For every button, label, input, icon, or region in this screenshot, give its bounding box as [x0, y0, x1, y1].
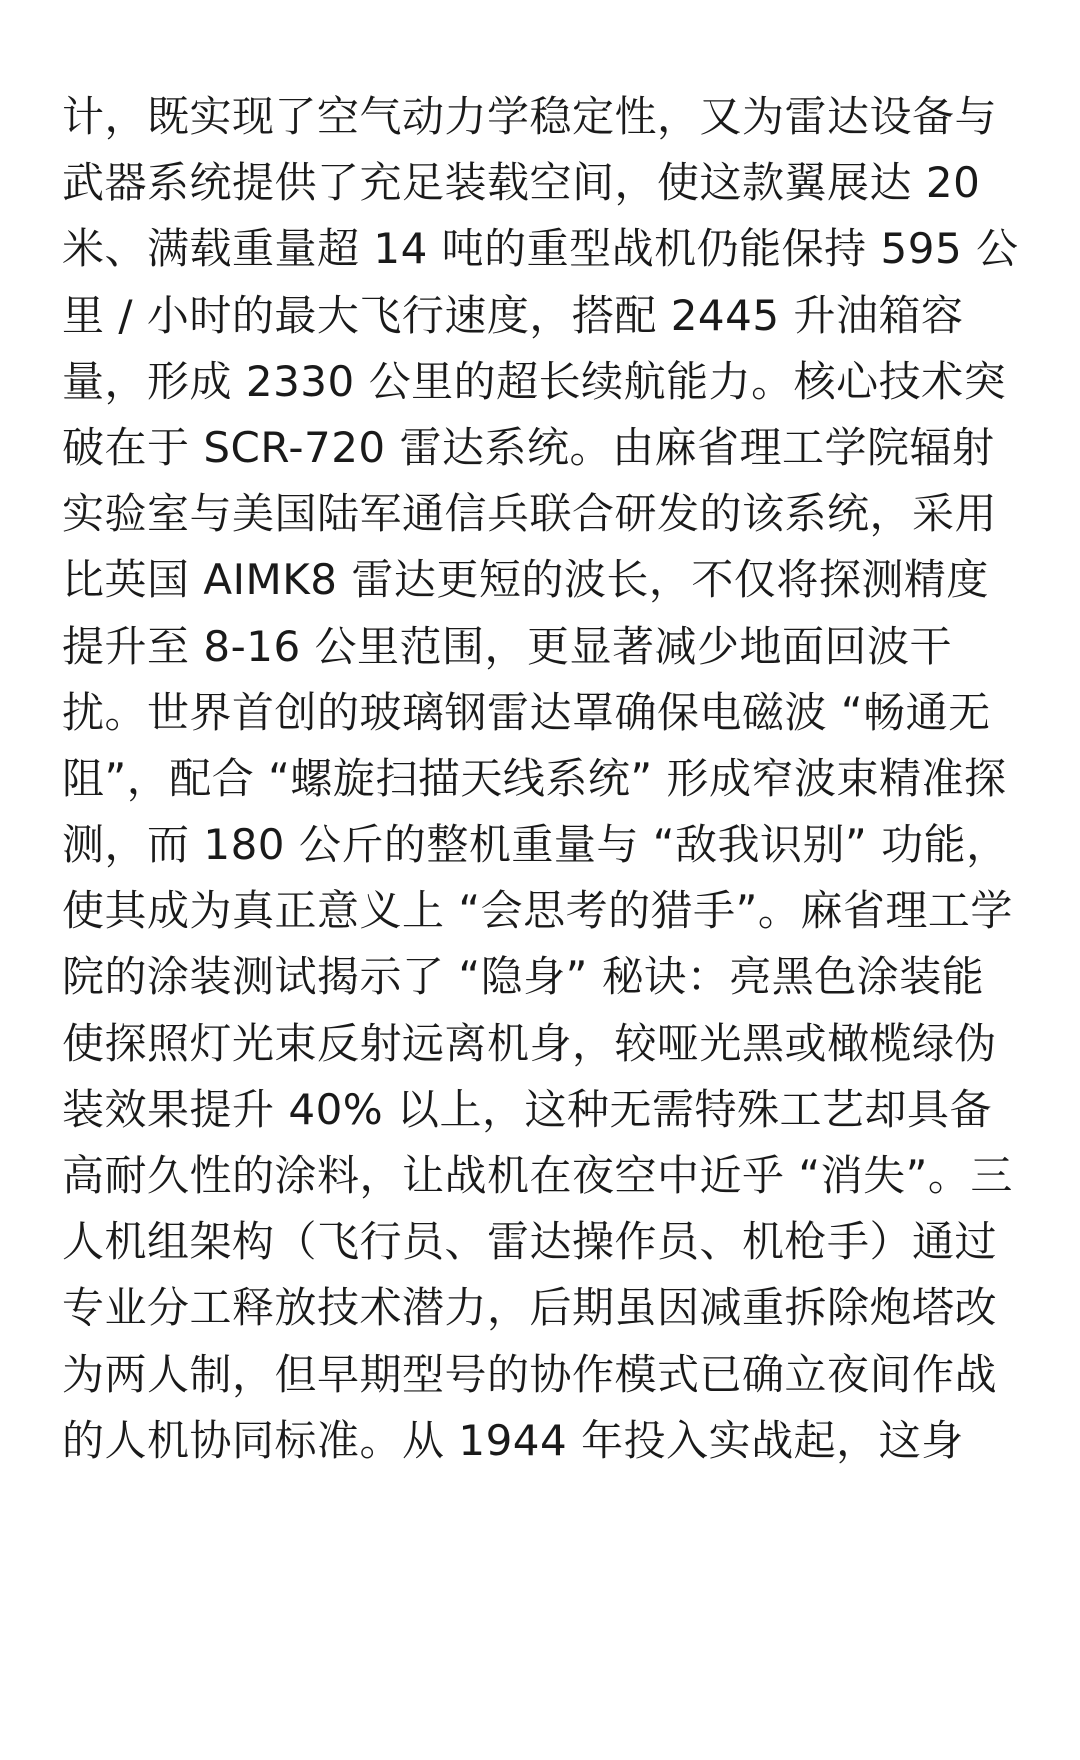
text-line: 里 / 小时的最大飞行速度，搭配 2445 升油箱容 — [62, 290, 964, 340]
text-line: 破在于 SCR-720 雷达系统。由麻省理工学院辐射 — [62, 422, 995, 472]
text-line: 院的涂装测试揭示了 “隐身” 秘诀：亮黑色涂装能 — [62, 952, 985, 1002]
article-body — [62, 84, 1022, 1474]
text-line: 使探照灯光束反射远离机身，较哑光黑或橄榄绿伪 — [62, 1018, 998, 1068]
text-line: 提升至 8-16 公里范围，更显著减少地面回波干 — [62, 621, 953, 671]
text-line: 阻”，配合 “螺旋扫描天线系统” 形成窄波束精准探 — [62, 753, 1007, 803]
text-line: 米、满载重量超 14 吨的重型战机仍能保持 595 公 — [62, 224, 1019, 274]
text-line: 使其成为真正意义上 “会思考的猎手”。麻省理工学 — [62, 886, 1013, 936]
text-line: 专业分工释放技术潜力，后期虽因减重拆除炮塔改 — [62, 1283, 998, 1333]
text-line: 比英国 AIMK8 雷达更短的波长，不仅将探测精度 — [62, 555, 989, 605]
text-line: 计，既实现了空气动力学稳定性，又为雷达设备与 — [62, 92, 998, 141]
text-line: 实验室与美国陆军通信兵联合研发的该系统，采用 — [62, 489, 998, 539]
text-line: 测，而 180 公斤的整机重量与 “敌我识别” 功能， — [62, 820, 1009, 870]
text-line: 的人机协同标准。从 1944 年投入实战起，这身 — [62, 1415, 964, 1465]
text-line: 量，形成 2330 公里的超长续航能力。核心技术突 — [62, 356, 1007, 406]
text-line: 武器系统提供了充足装载空间，使这款翼展达 20 — [62, 158, 981, 208]
text-line: 装效果提升 40% 以上，这种无需特殊工艺却具备 — [62, 1084, 993, 1134]
text-line: 为两人制，但早期型号的协作模式已确立夜间作战 — [62, 1349, 998, 1399]
text-line: 扰。世界首创的玻璃钢雷达罩确保电磁波 “畅通无 — [62, 687, 991, 737]
text-line: 高耐久性的涂料，让战机在夜空中近乎 “消失”。三 — [62, 1151, 1013, 1200]
text-line: 人机组架构（飞行员、雷达操作员、机枪手）通过 — [62, 1217, 998, 1267]
